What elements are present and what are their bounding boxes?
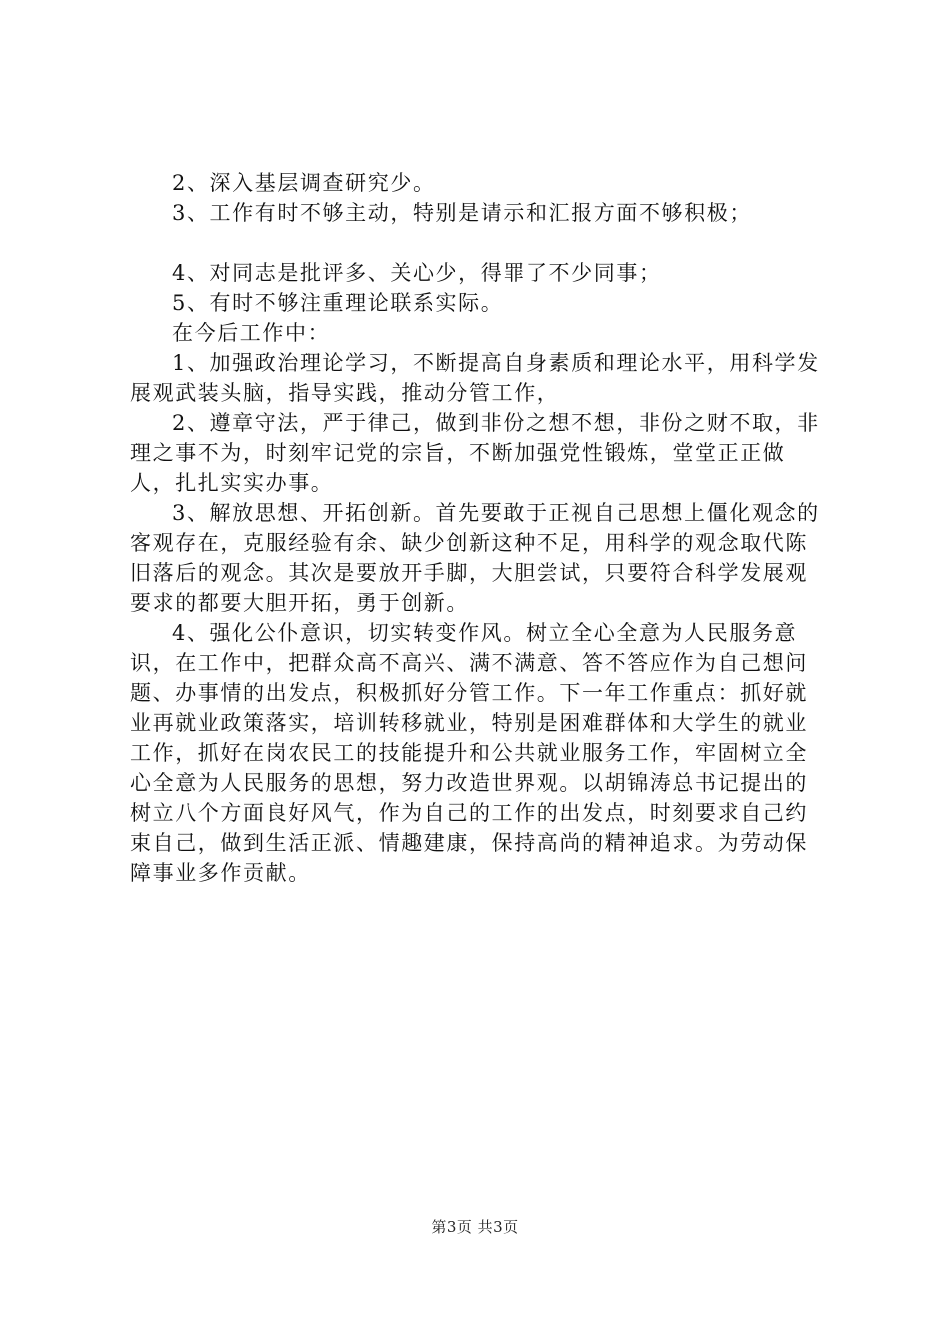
paragraph-plan-3: 3、解放思想、开拓创新。首先要敢于正视自己思想上僵化观念的客观存在，克服经验有余、缺少创新这种不足，用科学的观念取代陈旧落后的观念。其次是要放开手脚，大胆尝试，只要符合科学发展观要求的都要大胆开拓，勇于创新。: [130, 501, 820, 615]
paragraph-item-2: 2、深入基层调查研究少。: [172, 171, 436, 195]
page-number-footer: 第3页 共3页: [431, 1218, 519, 1236]
paragraph-item-4: 4、对同志是批评多、关心少，得罪了不少同事；: [172, 261, 662, 285]
document-body: [130, 168, 830, 888]
paragraph-item-5: 5、有时不够注重理论联系实际。: [172, 291, 504, 315]
paragraph-plan-2: 2、遵章守法，严于律己，做到非份之想不想，非份之财不取，非理之事不为，时刻牢记党的宗旨，不断加强党性锻炼，堂堂正正做人，扎扎实实办事。: [130, 411, 820, 495]
paragraph-plan-4: 4、强化公仆意识，切实转变作风。树立全心全意为人民服务意识，在工作中，把群众高不高兴、满不满意、答不答应作为自己想问题、办事情的出发点，积极抓好分管工作。下一年工作重点：抓好就业再就业政策落实，培训转移就业，特别是困难群体和大学生的就业工作，抓好在岗农民工的技能提升和公共就业服务工作，牢固树立全心全意为人民服务的思想，努力改造世界观。以胡锦涛总书记提出的树立八个方面良好风气，作为自己的工作的出发点，时刻要求自己约束自己，做到生活正派、情趣建康，保持高尚的精神追求。为劳动保障事业多作贡献。: [130, 621, 808, 885]
paragraph-item-3: 3、工作有时不够主动，特别是请示和汇报方面不够积极；: [172, 201, 752, 225]
paragraph-plan-1: 1、加强政治理论学习，不断提高自身素质和理论水平，用科学发展观武装头脑，指导实践，推动分管工作，: [130, 351, 820, 405]
paragraph-future-work-intro: 在今后工作中：: [172, 321, 331, 345]
